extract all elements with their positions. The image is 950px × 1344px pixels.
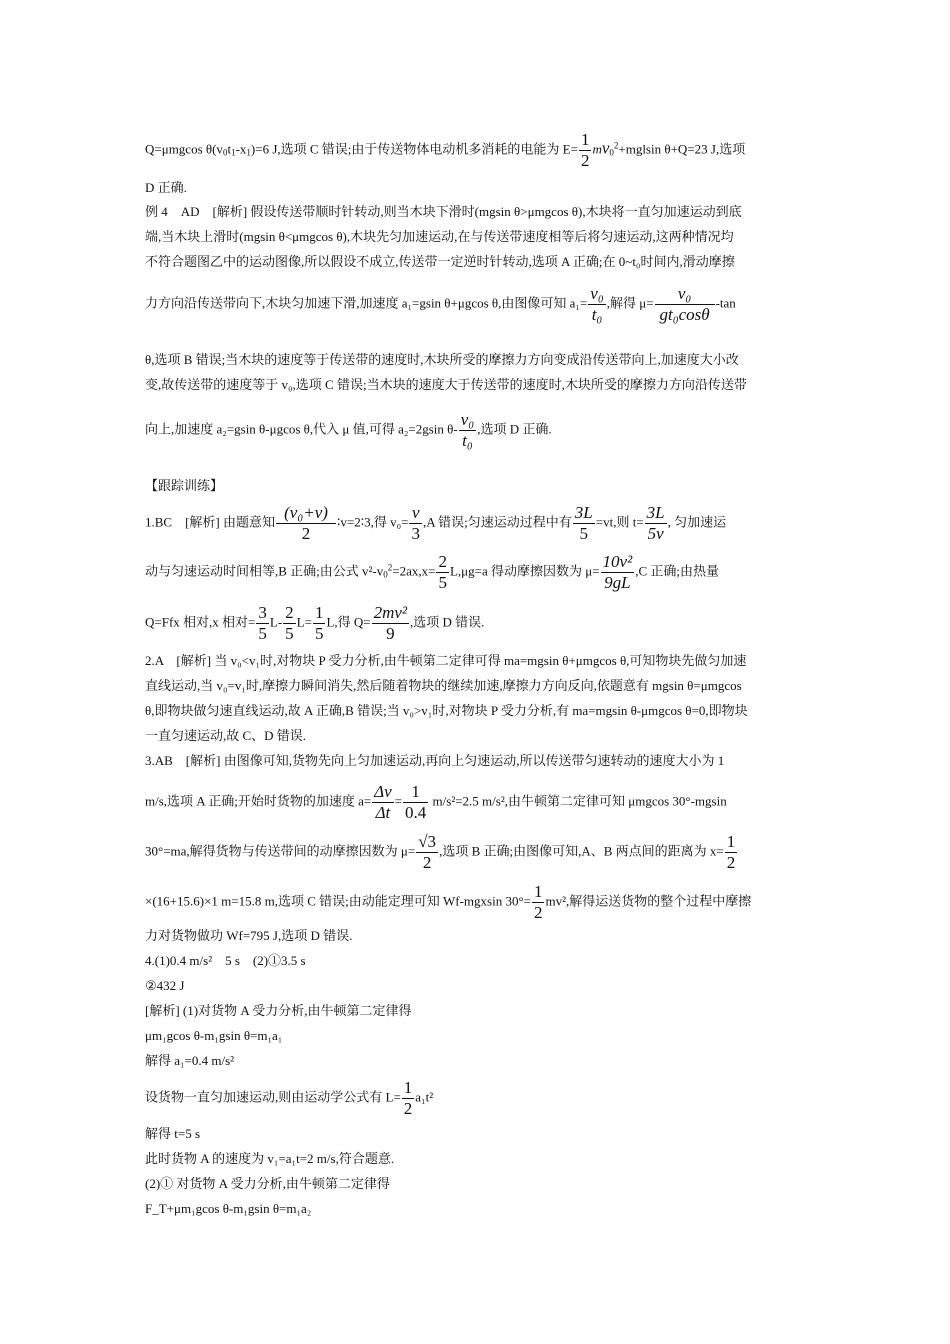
- fraction: $\frac{\text{2mv²}}{9}$: [373, 603, 408, 643]
- text-line: 一直匀速运动,故 C、D 错误.: [145, 728, 307, 743]
- fraction: $\frac{\text{(v₀+v)}}{2}$: [276, 503, 336, 544]
- fraction: $\frac{3L}{5}$: [574, 503, 593, 543]
- text-line: 直线运动,当 v₀=v₁时,摩擦力瞬间消失,然后随着物块的继续加速,摩擦力方向反向,依题意有 mgsin θ=μmgcos: [145, 678, 742, 693]
- fraction: $\frac{3L}{5v}$: [646, 503, 665, 543]
- text-line: 1.BC [解析] 由题意知 $\frac{\text{(v₀+v)}}{2}$ ∶v=2∶3,得 v₀= $\frac{v}{3}$ ,A 错误;匀速运动过程中有 $\frac{3L}{5}$ =vt,则 t= $\frac{3L}{5v}$ , 匀加速运: [145, 503, 727, 543]
- fraction: $\frac{\text{10v²}}{9gL}$: [602, 552, 633, 592]
- text-line: 力方向沿传送带向下,木块匀加速下滑,加速度 a₁=gsin θ+μgcos θ,由图像可知 a₁= $\frac{\text{v₀}}{\text{t₀}}$ ,解得 μ= $\frac{\text{v₀}}{\text{gt₀cosθ}}$ -tan: [145, 284, 736, 324]
- fraction: $\frac{\text{v₀}}{\text{gt₀cosθ}}$: [655, 284, 715, 325]
- text-line: [解析] (1)对货物 A 受力分析,由牛顿第二定律得: [145, 1003, 412, 1018]
- text-line: 此时货物 A 的速度为 v₁=a₁t=2 m/s,符合题意.: [145, 1151, 395, 1166]
- fraction: $\frac{\Delta v}{\Delta t}$: [374, 782, 392, 822]
- text-line: Q=Ffx 相对,x 相对= $\frac{3}{5}$ L- $\frac{2}{5}$ L= $\frac{1}{5}$ L,得 Q= $\frac{\text{2mv²}}{9}$ ,选项 D 错误.: [145, 603, 485, 643]
- text-line: 动与匀速运动时间相等,B 正确;由公式 $v^2-v_0^2=2ax,x=$ $\frac{2}{5}$ L,μg=a 得动摩擦因数为 μ= $\frac{\text{10v²}}{9gL}$ ,C 正确;由热量: [145, 552, 719, 592]
- fraction: $\frac{2}{5}$: [438, 552, 447, 592]
- text-line: 30°=ma,解得货物与传送带间的动摩擦因数为 μ= $\frac{√3}{2}$ ,选项 B 正确;由图像可知,A、B 两点间的距离为 x= $\frac{1}{2}$: [145, 832, 736, 872]
- text-line: 变,故传送带的速度等于 v₀,选项 C 错误;当木块的速度大于传送带的速度时,木块所受的摩擦力方向沿传送带: [145, 377, 747, 392]
- fraction: $\frac{\text{v₀}}{\text{t₀}}$: [460, 410, 475, 450]
- text-line: m/s,选项 A 正确;开始时货物的加速度 a= $\frac{\Delta v}{\Delta t}$ = $\frac{1}{0.4}$ m/s²=2.5 m/s²,由牛顿第二定律可知 μmgcos 30°-mgsin: [145, 782, 727, 822]
- fraction: $\frac{√3}{2}$: [418, 832, 437, 872]
- fraction: $\frac{\text{v₀}}{\text{t₀}}$: [590, 284, 604, 324]
- text-line: 解得 a₁=0.4 m/s²: [145, 1053, 235, 1068]
- section-heading: 【跟踪训练】: [145, 478, 224, 493]
- fraction: $\frac{3}{5}$: [258, 603, 267, 643]
- text-line: D 正确.: [145, 180, 187, 195]
- text-line: 2.A [解析] 当 v₀<v₁时,对物块 P 受力分析,由牛顿第二定律可得 ma=mgsin θ+μmgcos θ,可知物块先做匀加速: [145, 653, 747, 668]
- fraction: $\frac{1}{2}$: [726, 832, 736, 872]
- equation-line: F_T+μm₁gcos θ-m₁gsin θ=m₁a₂: [145, 1201, 312, 1216]
- text-line: 不符合题图乙中的运动图像,所以假设不成立,传送带一定逆时针转动,选项 A 正确;在 0~t₀时间内,滑动摩擦: [145, 254, 735, 269]
- fraction: $\frac{2}{5}$: [285, 603, 294, 643]
- fraction: $\frac{1}{2}$: [580, 130, 590, 170]
- text-line: 设货物一直匀加速运动,则由运动学公式有 L= $\frac{1}{2}$ a₁t²: [145, 1078, 434, 1118]
- text-line: θ,即物块做匀速直线运动,故 A 正确,B 错误;当 v₀>v₁时,对物块 P 受力分析,有 ma=mgsin θ-μmgcos θ=0,即物块: [145, 703, 748, 718]
- fraction: $\frac{1}{5}$: [314, 603, 324, 643]
- text-line: 3.AB [解析] 由图像可知,货物先向上匀加速运动,再向上匀速运动,所以传送带匀速转动的速度大小为 1: [145, 753, 725, 768]
- text-line: 端,当木块上滑时(mgsin θ<μmgcos θ),木块先匀加速运动,在与传送带速度相等后将匀速运动,这两种情况均: [145, 229, 734, 244]
- text-line: 力对货物做功 Wf=795 J,选项 D 错误.: [145, 928, 353, 943]
- answer-line: 4.(1)0.4 m/s² 5 s (2)①3.5 s: [145, 953, 306, 968]
- fraction: $\frac{1}{2}$: [403, 1078, 413, 1118]
- fraction: $\frac{1}{0.4}$: [405, 782, 427, 822]
- text-line: 向上,加速度 a₂=gsin θ-μgcos θ,代入 μ 值,可得 a₂=2gsin θ- $\frac{\text{v₀}}{\text{t₀}}$ ,选项 D 正确.: [145, 410, 552, 450]
- text-line: ×(16+15.6)×1 m=15.8 m,选项 C 错误;由动能定理可知 Wf-mgxsin 30°= $\frac{1}{2}$ mv²,解得运送货物的整个过程中摩擦: [145, 882, 752, 922]
- fraction: $\frac{1}{2}$: [533, 882, 543, 922]
- text-line: (2)① 对货物 A 受力分析,由牛顿第二定律得: [145, 1176, 390, 1191]
- text-line: 例 4 AD [解析] 假设传送带顺时针转动,则当木块下滑时(mgsin θ>μmgcos θ),木块将一直匀加速运动到底: [145, 204, 742, 219]
- equation-line: μm₁gcos θ-m₁gsin θ=m₁a₁: [145, 1028, 283, 1043]
- answer-line: ②432 J: [145, 978, 185, 993]
- fraction: $\frac{v}{3}$: [411, 503, 420, 543]
- text-line: Q=μmgcos $\theta(v_0t_1-x_1)=6$ J,选项 C 错误;由于传送物体电动机多消耗的电能为 E= $\frac{1}{2}$ $mv_0^2+mglsin$ θ+Q=23 J,选项: [145, 130, 746, 170]
- text-line: 解得 t=5 s: [145, 1126, 201, 1141]
- text-line: θ,选项 B 错误;当木块的速度等于传送带的速度时,木块所受的摩擦力方向变成沿传送带向上,加速度大小改: [145, 352, 739, 367]
